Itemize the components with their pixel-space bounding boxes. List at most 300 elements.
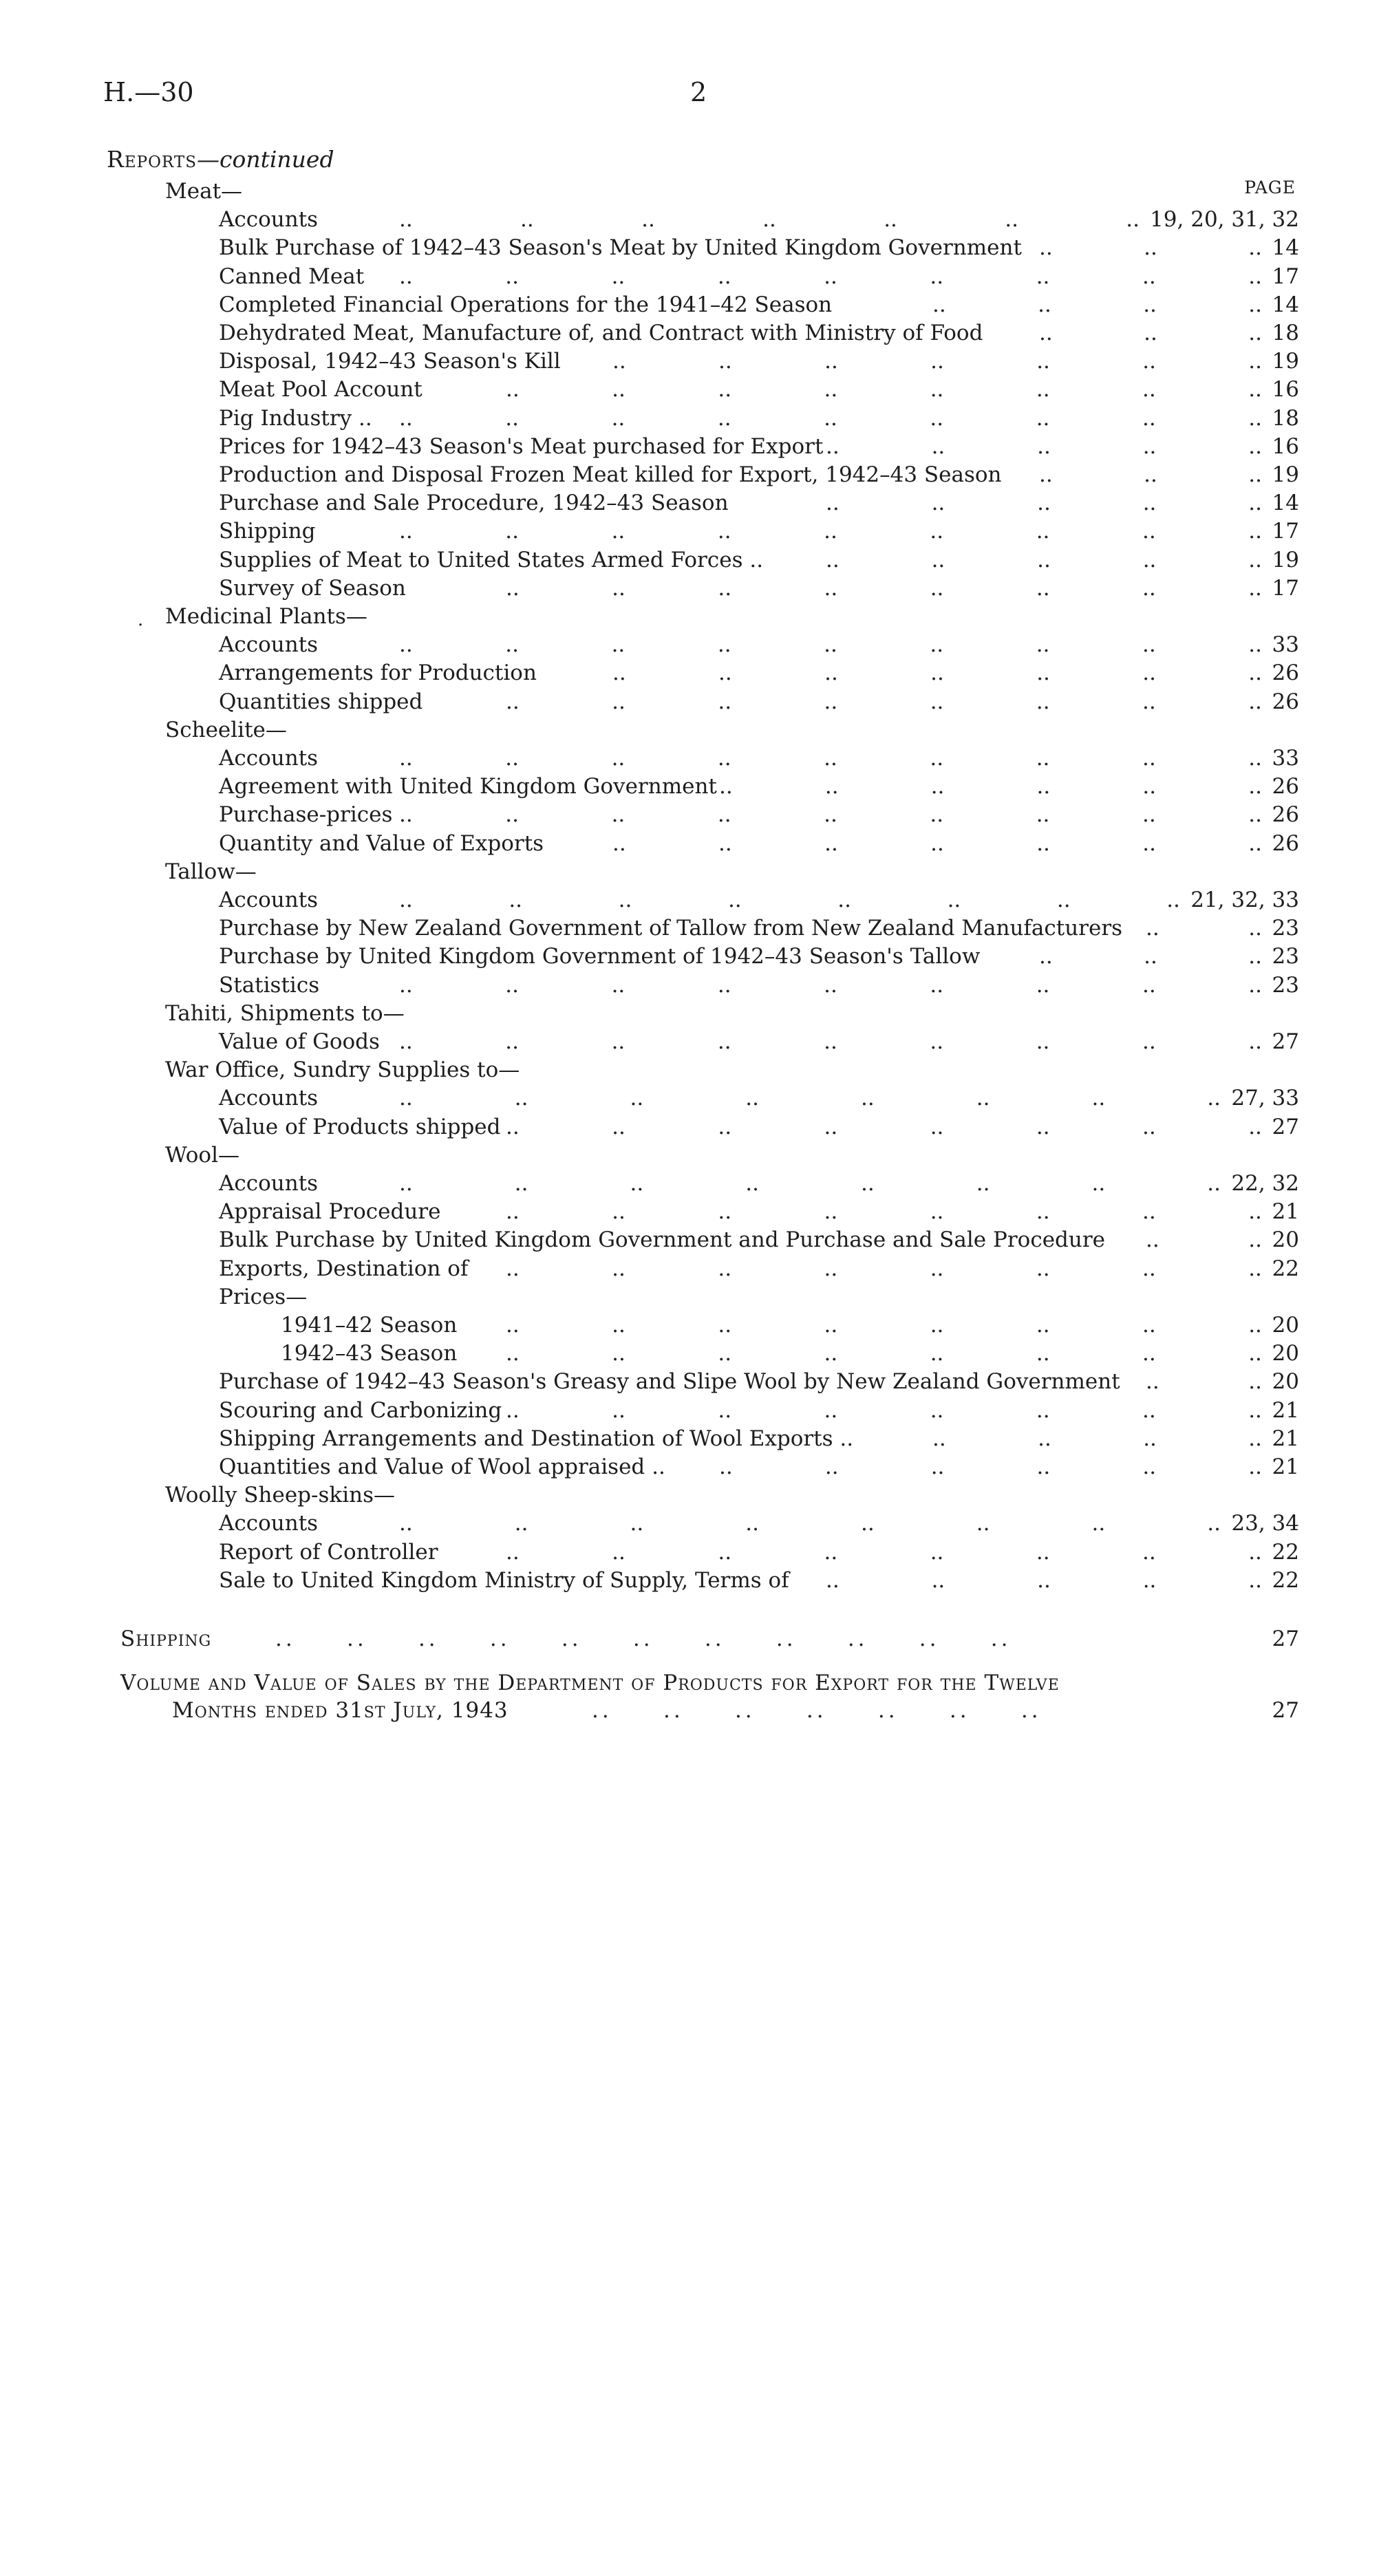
leader-dot: .. <box>1248 292 1262 317</box>
entry-page: 27, 33 <box>1231 1086 1299 1111</box>
leader-dot: .. <box>1142 433 1157 459</box>
volume-row-1 <box>0 1669 1390 1697</box>
entry-page: 26 <box>1272 661 1299 686</box>
leader-dot: .. <box>1248 632 1262 658</box>
entry-label: Scouring and Carbonizing <box>219 1397 502 1423</box>
leader-dot: .. <box>611 519 626 544</box>
leader-dot: .. <box>824 972 837 998</box>
leader-dot: .. <box>717 519 731 544</box>
entry-page: 14 <box>1272 292 1299 317</box>
leader-dot: .. <box>506 377 520 402</box>
leader-dot: .. <box>506 1114 520 1139</box>
leader-dot: .. <box>826 1567 840 1593</box>
leader-dots <box>399 517 1262 545</box>
leader-dot: .. <box>1039 235 1053 261</box>
leader-dot: .. <box>505 519 519 544</box>
leader-dot: .. <box>1142 1029 1156 1054</box>
leader-dot: .. <box>399 888 413 912</box>
leader-dots <box>506 1198 1262 1225</box>
leader-dot: .. <box>1248 1227 1262 1253</box>
leader-dots <box>1146 914 1262 942</box>
entry-label: Purchase of 1942–43 Season's Greasy and Slipe Wool by New Zealand Government <box>219 1369 1120 1395</box>
leader-dot: .. <box>718 349 732 374</box>
leader-dot: .. <box>1036 972 1050 998</box>
leader-dot: .. <box>399 1086 413 1111</box>
entry-page: 22 <box>1272 1539 1299 1565</box>
entry-page: 23 <box>1272 972 1299 998</box>
leader-dots <box>506 1113 1262 1141</box>
leader-dot: .. <box>1248 1455 1262 1479</box>
leader-dot: .. <box>399 746 413 771</box>
leader-dot: .. <box>826 547 840 572</box>
leader-dot: .. <box>1142 547 1157 572</box>
leader-dot: .. <box>1207 1511 1221 1536</box>
leader-dots: .. .. .. .. .. .. .. .. .. .. .. <box>275 1627 1012 1651</box>
leader-dot: .. <box>718 830 732 856</box>
leader-dots <box>719 1453 1262 1481</box>
leader-dots <box>1146 1368 1262 1395</box>
leader-dot: .. <box>611 405 626 431</box>
leader-dot: .. <box>1146 916 1159 941</box>
shipping-label: Shipping <box>120 1627 212 1651</box>
leader-dot: .. <box>824 1029 837 1054</box>
leader-dots <box>506 376 1262 403</box>
leader-dots <box>719 773 1262 800</box>
leader-dot: .. <box>1036 1455 1051 1479</box>
entry-label: Purchase-prices <box>219 802 393 828</box>
leader-dot: .. <box>506 689 520 714</box>
leader-dots <box>399 263 1262 290</box>
leader-dot: .. <box>612 689 626 714</box>
leader-dot: .. <box>1036 1313 1050 1338</box>
leader-dot: .. <box>520 207 534 233</box>
leader-dot: .. <box>514 1171 528 1196</box>
leader-dot: .. <box>1142 774 1157 799</box>
leader-dots <box>399 206 1140 233</box>
leader-dot: .. <box>1248 321 1262 345</box>
leader-dot: .. <box>505 405 519 431</box>
entry-label: Report of Controller <box>219 1539 438 1565</box>
leader-dot: .. <box>1142 746 1156 771</box>
entry-page: 20 <box>1272 1369 1299 1395</box>
leader-dot: .. <box>1036 774 1051 799</box>
index-entry <box>0 1084 1390 1112</box>
leader-dot: .. <box>824 1455 839 1479</box>
entry-page: 22 <box>1272 1256 1299 1281</box>
leader-dot: .. <box>1248 1369 1262 1395</box>
leader-dots <box>612 830 1262 857</box>
leader-dot: .. <box>506 1539 520 1565</box>
leader-dot: .. <box>930 1313 944 1338</box>
shipping-row <box>0 1625 1390 1653</box>
leader-dot: .. <box>1142 1114 1156 1139</box>
leader-dots <box>399 1028 1262 1055</box>
leader-dot: .. <box>1248 1199 1262 1225</box>
leader-dot: .. <box>399 802 413 828</box>
entry-label: Accounts <box>219 1511 319 1536</box>
index-entry <box>0 1028 1390 1055</box>
entry-label: 1941–42 Season <box>281 1313 458 1338</box>
entry-label: Prices for 1942–43 Season's Meat purchased for Export <box>219 433 824 459</box>
leader-dot: .. <box>1142 1567 1157 1593</box>
entry-page: 19 <box>1272 349 1299 374</box>
leader-dot: .. <box>399 519 413 544</box>
leader-dots <box>1039 234 1262 261</box>
leader-dot: .. <box>1248 1539 1262 1565</box>
leader-dot: .. <box>1142 830 1156 856</box>
leader-dot: .. <box>399 405 413 431</box>
index-entry <box>0 517 1390 545</box>
index-entry <box>0 943 1390 970</box>
leader-dot: .. <box>930 519 944 544</box>
entry-label: Value of Products shipped <box>219 1114 501 1139</box>
entry-page: 27 <box>1272 1029 1299 1054</box>
leader-dot: .. <box>718 1313 732 1338</box>
leader-dot: .. <box>931 1567 945 1593</box>
leader-dot: .. <box>1142 689 1156 714</box>
index-entry <box>0 263 1390 290</box>
leader-dot: .. <box>745 1511 759 1536</box>
leader-dots <box>612 347 1262 375</box>
entry-label: Wool— <box>165 1142 240 1168</box>
leader-dot: .. <box>824 1114 838 1139</box>
entry-label: Shipping Arrangements and Destination of Wool Exports .. <box>219 1426 854 1451</box>
leader-dot: .. <box>1144 462 1157 487</box>
index-entry <box>0 1170 1390 1197</box>
leader-dot: .. <box>1248 1029 1262 1054</box>
leader-dot: .. <box>1248 1567 1262 1593</box>
index-entry <box>0 1000 1390 1027</box>
leader-dot: .. <box>930 1455 945 1479</box>
leader-dot: .. <box>824 689 838 714</box>
index-entry <box>0 1425 1390 1452</box>
entry-page: 22 <box>1272 1567 1299 1593</box>
leader-dot: .. <box>1248 519 1262 544</box>
index-entry <box>0 489 1390 517</box>
leader-dot: .. <box>612 661 626 686</box>
volume-line-1: Volume and Value of Sales by the Department of Products for Export for the Twelve <box>120 1671 1060 1695</box>
leader-dots <box>932 291 1262 319</box>
leader-dot: .. <box>1036 1341 1050 1366</box>
leader-dots <box>1039 943 1262 970</box>
leader-dots <box>1146 1226 1262 1254</box>
index-entry <box>0 575 1390 602</box>
leader-dot: .. <box>718 661 732 686</box>
leader-dot: .. <box>1143 292 1157 317</box>
leader-dot: .. <box>930 632 944 658</box>
index-entry <box>0 376 1390 403</box>
leader-dot: .. <box>1248 433 1262 459</box>
leader-dot: .. <box>630 1171 644 1196</box>
entry-page: 26 <box>1272 689 1299 714</box>
leader-dot: .. <box>505 802 519 828</box>
leader-dot: .. <box>861 1171 875 1196</box>
leader-dot: .. <box>1142 1313 1156 1338</box>
entry-page: 17 <box>1272 519 1299 544</box>
leader-dot: .. <box>1056 888 1071 912</box>
leader-dot: .. <box>1036 575 1050 601</box>
volume-row-2 <box>0 1697 1390 1724</box>
leader-dot: .. <box>861 1086 875 1111</box>
leader-dot: .. <box>1248 972 1262 998</box>
section-continued: —continued <box>196 146 334 173</box>
index-entry <box>0 206 1390 233</box>
leader-dot: .. <box>717 632 731 658</box>
leader-dots <box>932 1425 1262 1452</box>
leader-dots <box>399 1510 1221 1537</box>
leader-dots <box>399 1170 1221 1197</box>
leader-dot: .. <box>824 1256 838 1281</box>
leader-dot: .. <box>1039 944 1053 969</box>
leader-dot: .. <box>1248 405 1262 431</box>
leader-dot: .. <box>1091 1086 1106 1111</box>
leader-dots <box>399 744 1262 772</box>
leader-dot: .. <box>612 575 626 601</box>
index-entry <box>0 830 1390 857</box>
leader-dot: .. <box>1248 1114 1262 1139</box>
volume-page: 27 <box>1272 1698 1299 1723</box>
leader-dot: .. <box>718 1397 732 1423</box>
leader-dot: .. <box>930 349 944 374</box>
leader-dot: .. <box>718 1256 732 1281</box>
leader-dot: .. <box>514 1086 528 1111</box>
section-title <box>107 146 334 173</box>
entry-page: 19, 20, 31, 32 <box>1150 207 1299 233</box>
leader-dot: .. <box>718 1114 732 1139</box>
leader-dot: .. <box>1142 661 1156 686</box>
entry-label: Pig Industry .. <box>219 405 372 431</box>
leader-dot: .. <box>837 888 851 912</box>
leader-dot: .. <box>1142 491 1157 516</box>
leader-dot: .. <box>947 888 961 912</box>
leader-dot: .. <box>930 661 944 686</box>
leader-dot: .. <box>932 1426 946 1451</box>
leader-dot: .. <box>1036 1029 1050 1054</box>
index-entry <box>0 1255 1390 1282</box>
leader-dot: .. <box>1146 1227 1159 1253</box>
leader-dot: .. <box>612 1341 626 1366</box>
entry-label: Bulk Purchase of 1942–43 Season's Meat by United Kingdom Government <box>219 235 1022 261</box>
leader-dot: .. <box>824 349 838 374</box>
leader-dots <box>612 659 1262 687</box>
entry-page: 19 <box>1272 547 1299 572</box>
leader-dot: .. <box>612 377 626 402</box>
leader-dot: .. <box>611 802 626 828</box>
index-entry <box>0 773 1390 800</box>
leader-dot: .. <box>611 746 626 771</box>
leader-dot: .. <box>1037 547 1051 572</box>
leader-dot: .. <box>824 632 837 658</box>
leader-dots <box>826 433 1262 460</box>
leader-dot: .. <box>826 491 840 516</box>
index-entry <box>0 886 1390 914</box>
leader-dot: .. <box>1126 207 1140 233</box>
leader-dot: .. <box>717 405 731 431</box>
index-entry <box>0 972 1390 999</box>
leader-dot: .. <box>762 207 776 233</box>
leader-dot: .. <box>718 575 732 601</box>
leader-dot: .. <box>1142 802 1156 828</box>
entry-page: 21 <box>1272 1199 1299 1225</box>
leader-dot: .. <box>1142 1199 1156 1225</box>
entry-label: Prices— <box>219 1284 308 1309</box>
leader-dot: .. <box>1248 746 1262 771</box>
leader-dot: .. <box>1036 1199 1050 1225</box>
entry-label: Quantity and Value of Exports <box>219 830 544 856</box>
entry-page: 21, 32, 33 <box>1190 888 1299 912</box>
leader-dot: .. <box>718 1199 732 1225</box>
entry-page: 20 <box>1272 1341 1299 1366</box>
leader-dot: .. <box>1248 802 1262 828</box>
leader-dot: .. <box>1248 1256 1262 1281</box>
entry-label: Shipping <box>219 519 316 544</box>
leader-dot: .. <box>1036 1256 1050 1281</box>
entry-page: 16 <box>1272 377 1299 402</box>
index-entry <box>0 1567 1390 1594</box>
entry-label: Scheelite— <box>165 717 287 742</box>
entry-label: Medicinal Plants— <box>165 604 367 629</box>
leader-dot: .. <box>505 632 519 658</box>
leader-dot: .. <box>630 1086 644 1111</box>
leader-dot: .. <box>930 405 944 431</box>
index-entry <box>0 1113 1390 1141</box>
leader-dot: .. <box>1248 1426 1262 1451</box>
leader-dot: .. <box>611 632 626 658</box>
entry-label: Tahiti, Shipments to— <box>165 1000 405 1026</box>
entry-label: Sale to United Kingdom Ministry of Supply, Terms of <box>219 1567 789 1593</box>
index-entry <box>0 659 1390 687</box>
leader-dots <box>1039 461 1262 489</box>
leader-dot: .. <box>824 661 838 686</box>
leader-dot: .. <box>717 1029 731 1054</box>
leader-dots <box>506 575 1262 602</box>
entry-label: Bulk Purchase by United Kingdom Government and Purchase and Sale Procedure <box>219 1227 1106 1253</box>
leader-dot: .. <box>1037 433 1051 459</box>
shipping-page: 27 <box>1272 1627 1299 1651</box>
leader-dot: .. <box>930 1199 944 1225</box>
leader-dot: .. <box>612 830 626 856</box>
entry-label: Tallow— <box>165 859 257 884</box>
entry-label: Survey of Season <box>219 575 406 601</box>
leader-dot: .. <box>718 689 732 714</box>
leader-dot: .. <box>930 774 945 799</box>
entry-label: Exports, Destination of <box>219 1256 469 1281</box>
leader-dots <box>826 489 1262 517</box>
entry-label: Canned Meat <box>219 264 365 289</box>
leader-dots <box>506 1340 1262 1367</box>
leader-dot: .. <box>930 830 944 856</box>
leader-dot: .. <box>930 689 944 714</box>
leader-dot: .. <box>514 1511 528 1536</box>
entry-page: 18 <box>1272 405 1299 431</box>
leader-dot: .. <box>976 1086 990 1111</box>
leader-dot: .. <box>824 746 837 771</box>
leader-dot: .. <box>1037 491 1051 516</box>
entry-page: 33 <box>1272 746 1299 771</box>
leader-dot: .. <box>930 1539 944 1565</box>
entry-page: 26 <box>1272 830 1299 856</box>
entry-label: Purchase and Sale Procedure, 1942–43 Season <box>219 491 729 516</box>
index-entry <box>0 1510 1390 1537</box>
leader-dot: .. <box>1248 1313 1262 1338</box>
index-entry <box>0 1198 1390 1225</box>
entry-page: 22, 32 <box>1231 1171 1299 1196</box>
page-number: 2 <box>690 77 707 107</box>
entry-page: 14 <box>1272 235 1299 261</box>
leader-dot: .. <box>399 264 413 289</box>
leader-dots <box>399 1084 1221 1112</box>
index-entry <box>0 631 1390 658</box>
document-code: H.—30 <box>103 77 194 107</box>
entry-label: Meat— <box>165 179 243 204</box>
leader-dot: .. <box>1036 746 1050 771</box>
leader-dot: .. <box>824 1539 838 1565</box>
leader-dot: .. <box>717 264 731 289</box>
entry-page: 21 <box>1272 1397 1299 1423</box>
leader-dot: .. <box>1037 1567 1051 1593</box>
entry-page: 18 <box>1272 321 1299 345</box>
page-column-label: PAGE <box>1244 178 1296 197</box>
index-entry <box>0 1368 1390 1395</box>
leader-dot: .. <box>1142 1256 1156 1281</box>
margin-mark: · <box>138 615 144 636</box>
leader-dot: .. <box>826 433 840 459</box>
leader-dot: .. <box>1142 264 1156 289</box>
leader-dot: .. <box>1036 661 1050 686</box>
leader-dot: .. <box>717 746 731 771</box>
entry-label: Accounts <box>219 1171 319 1196</box>
leader-dot: .. <box>1143 1426 1157 1451</box>
leader-dot: .. <box>976 1171 990 1196</box>
entry-label: Purchase by New Zealand Government of Tallow from New Zealand Manufacturers <box>219 916 1123 941</box>
entry-page: 17 <box>1272 575 1299 601</box>
entry-label: Accounts <box>219 1086 319 1111</box>
index-entry <box>0 1397 1390 1424</box>
leader-dot: .. <box>718 1539 732 1565</box>
index-entry <box>0 291 1390 319</box>
leader-dot: .. <box>612 1397 626 1423</box>
index-entry <box>0 1453 1390 1481</box>
entry-page: 26 <box>1272 774 1299 799</box>
leader-dots <box>506 1255 1262 1282</box>
leader-dot: .. <box>399 972 413 998</box>
leader-dot: .. <box>1142 575 1156 601</box>
leader-dot: .. <box>509 888 523 912</box>
leader-dot: .. <box>1038 1426 1051 1451</box>
leader-dot: .. <box>1142 972 1156 998</box>
leader-dot: .. <box>824 774 839 799</box>
leader-dot: .. <box>505 1029 519 1054</box>
index-entry <box>0 1283 1390 1311</box>
entry-label: Appraisal Procedure <box>219 1199 441 1225</box>
entry-page: 19 <box>1272 462 1299 487</box>
index-entry <box>0 178 1390 205</box>
leader-dot: .. <box>1248 462 1262 487</box>
leader-dot: .. <box>1036 830 1050 856</box>
entry-label: Value of Goods <box>219 1029 380 1054</box>
leader-dot: .. <box>1207 1171 1221 1196</box>
leader-dot: .. <box>931 547 945 572</box>
leader-dot: .. <box>630 1511 644 1536</box>
leader-dots <box>506 1311 1262 1339</box>
leader-dot: .. <box>824 802 837 828</box>
leader-dots <box>399 886 1180 914</box>
leader-dot: .. <box>612 1539 626 1565</box>
leader-dot: .. <box>1142 377 1156 402</box>
leader-dot: .. <box>1142 1455 1157 1479</box>
leader-dot: .. <box>1207 1086 1221 1111</box>
leader-dot: .. <box>930 802 944 828</box>
